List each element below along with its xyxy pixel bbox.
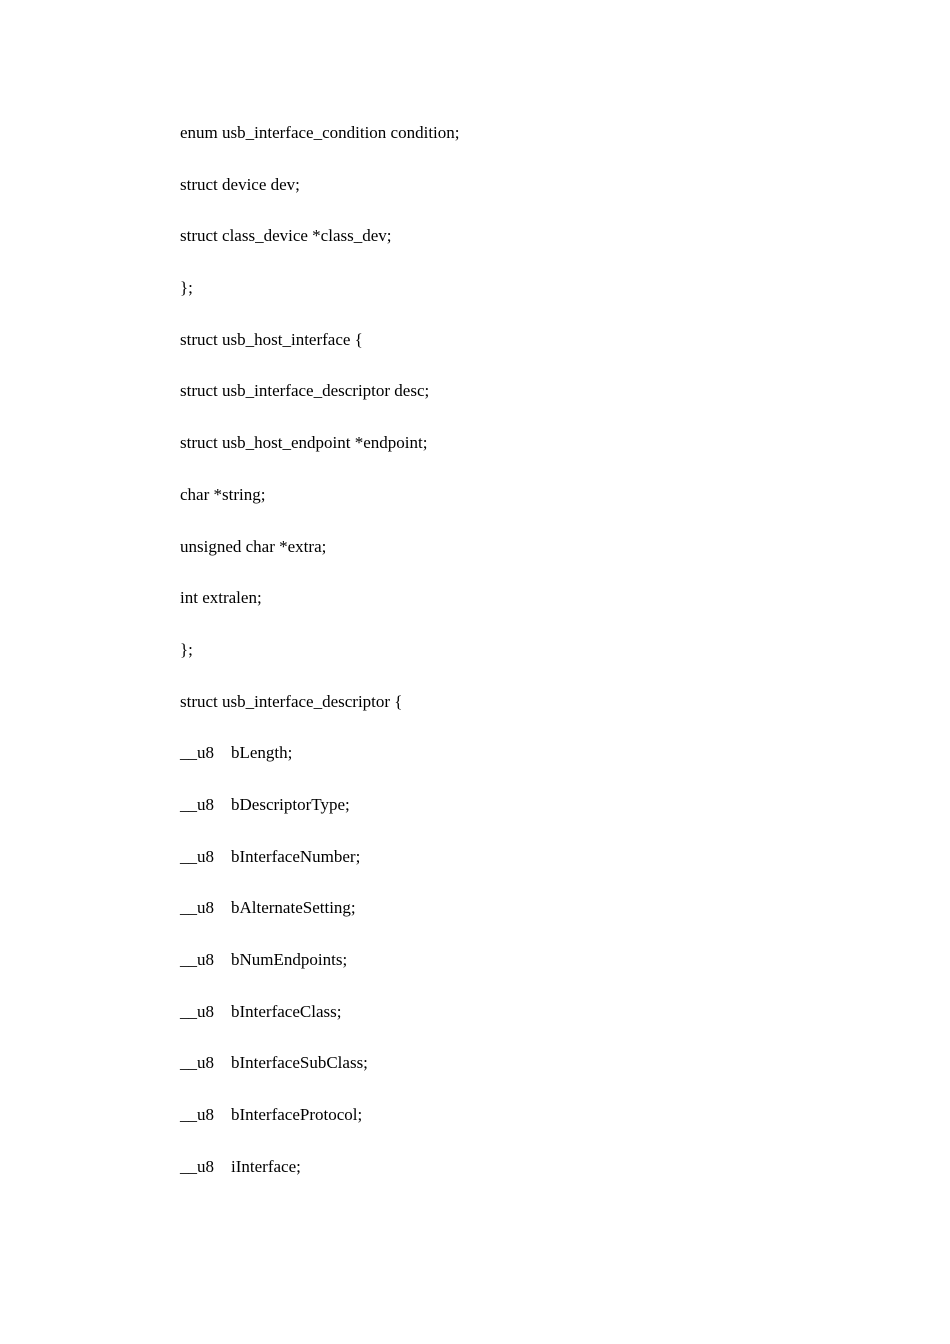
struct-field-line bbox=[180, 1102, 460, 1154]
code-line: unsigned char *extra; bbox=[180, 536, 327, 556]
struct-field-line bbox=[180, 1050, 460, 1102]
code-line: int extralen; bbox=[180, 588, 262, 608]
struct-field-line bbox=[180, 895, 460, 947]
field-type: __u8 bbox=[180, 1156, 214, 1176]
struct-field-line bbox=[180, 999, 460, 1051]
field-type: __u8 bbox=[180, 1001, 214, 1021]
field-type: __u8 bbox=[180, 1053, 214, 1073]
code-line: struct usb_host_endpoint *endpoint; bbox=[180, 433, 428, 453]
struct-field-line bbox=[180, 740, 460, 792]
field-name: bDescriptorType; bbox=[231, 794, 350, 814]
field-name: bNumEndpoints; bbox=[231, 950, 348, 969]
struct-field-line bbox=[180, 792, 460, 844]
field-type: __u8 bbox=[180, 1105, 214, 1125]
struct-field-line bbox=[180, 844, 460, 896]
code-line: struct device dev; bbox=[180, 174, 300, 194]
code-line: struct class_device *class_dev; bbox=[180, 226, 392, 246]
code-line: }; bbox=[180, 639, 193, 659]
code-listing bbox=[180, 120, 460, 1205]
field-name: bInterfaceProtocol; bbox=[231, 1105, 363, 1125]
field-name: bInterfaceClass; bbox=[231, 1001, 342, 1021]
code-line: struct usb_interface_descriptor desc; bbox=[180, 381, 430, 401]
field-name: iInterface; bbox=[231, 1156, 301, 1176]
field-name: bLength; bbox=[231, 743, 293, 763]
field-type: __u8 bbox=[180, 794, 214, 814]
code-line: }; bbox=[180, 278, 193, 298]
code-line: struct usb_host_interface { bbox=[180, 329, 363, 349]
code-line: enum usb_interface_condition condition; bbox=[180, 123, 460, 142]
field-type: __u8 bbox=[180, 950, 214, 969]
field-type: __u8 bbox=[180, 743, 214, 763]
struct-field-line bbox=[180, 947, 460, 999]
field-type: __u8 bbox=[180, 898, 214, 918]
struct-field-line bbox=[180, 1154, 460, 1206]
field-type: __u8 bbox=[180, 846, 214, 866]
code-line: char *string; bbox=[180, 484, 266, 504]
field-name: bAlternateSetting; bbox=[231, 898, 356, 918]
field-name: bInterfaceNumber; bbox=[231, 846, 361, 866]
code-line: struct usb_interface_descriptor { bbox=[180, 691, 403, 711]
field-name: bInterfaceSubClass; bbox=[231, 1053, 368, 1073]
